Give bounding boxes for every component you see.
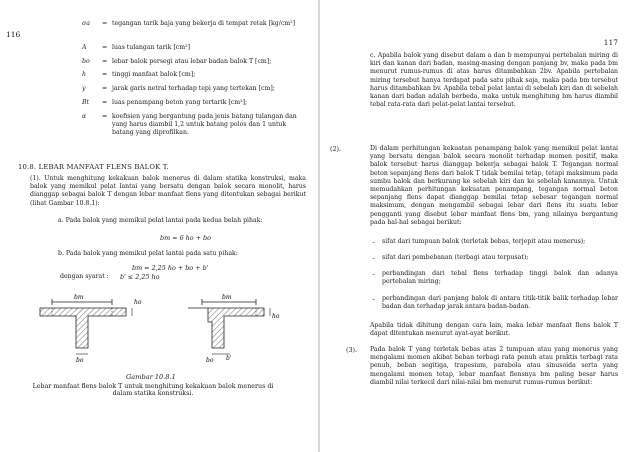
bullet-item: sifat dari tumpuan balok (terletak bebas, terjepit atau menerus); — [382, 238, 586, 245]
condition-label: dengan syarat : — [60, 273, 109, 280]
equals-sign: = — [102, 20, 108, 27]
t-beam-double-sided-diagram — [40, 299, 132, 354]
symbol: σa — [82, 20, 90, 27]
item-2-marker: (2). — [330, 145, 342, 153]
symbol: Bt — [82, 99, 90, 106]
bullet-item: sifat dari pembebanan (terbagi atau terpusat); — [382, 254, 529, 261]
fig-label-bm-left: bm — [74, 294, 84, 301]
symbol: bo — [82, 58, 90, 65]
symbol-description: luas tulangan tarik [cm²] — [112, 44, 190, 51]
t-beam-single-sided-diagram — [188, 299, 270, 354]
symbol-description: jarak garis netral terhadap tepi yang tertekan [cm]; — [112, 85, 275, 92]
symbol: A — [82, 44, 87, 51]
equals-sign: = — [102, 71, 108, 78]
item-3-paragraph: Pada balok T yang terletak bebas atas 2 tumpuan atau yang menerus yang mengalami momen akibat beban terbagi rata penuh atau praktis terbagi rata penuh, beban segitiga, trapesium, parabola atau sinusoida serta yang mengalami momen tetap, lebar manfaat flensnya bm paling besar harus diambil nilai terkecil dari nilai-nilai bm menurut rumus-rumus berikut: — [370, 346, 618, 386]
fig-label-bm-right: bm — [222, 294, 232, 301]
formula-b: bm = 2,25 ho + bo + b' — [132, 264, 209, 272]
fig-label-ho-left: ho — [134, 299, 142, 306]
equals-sign: = — [102, 113, 108, 120]
symbol-description: koefisien yang bergantung pada jenis batang tulangan dan yang harus diambil 1,2 untuk batang polos dan 1 untuk batang yang diprofilkan. — [112, 113, 297, 136]
item-a-text: a. Pada balok yang memikul pelat lantai pada kedua belah pihak: — [58, 217, 263, 224]
bullet-dash: – — [372, 254, 376, 262]
item-1-paragraph: (1). Untuk menghitung kekakuan balok menerus di dalam statika konstruksi, maka balok yang memikul pelat lantai yang bersatu dengan balok secara monolit, harus dianggap sebagai balok T dengan lebar manfaat flens yang ditentukan sebagai berikut (lihat Gambar 10.8.1): — [30, 175, 306, 207]
equals-sign: = — [102, 58, 108, 65]
section-heading: 10.8. LEBAR MANFAAT FLENS BALOK T. — [18, 163, 169, 171]
symbol: h — [82, 71, 86, 78]
equals-sign: = — [102, 99, 108, 106]
left-page — [0, 0, 318, 452]
bullet-item: perbandingan dari panjang balok di antara titik-titik balik terhadap lebar badan dan terhadap jarak antara badan-badan. — [382, 295, 618, 311]
equals-sign: = — [102, 85, 108, 92]
item-b-text: b. Pada balok yang memikul pelat lantai pada satu pihak: — [58, 250, 238, 257]
symbol: α — [82, 113, 87, 120]
symbol: y — [82, 85, 86, 92]
fig-label-bo-left: bo — [76, 357, 84, 364]
item-2-paragraph: Di dalam perhitungan kekuatan penampang balok yang memikul pelat lantai yang bersatu dengan balok secara monolit terhadap momen positif, maka balok tersebut harus dianggap bekerja sebagai balok T. Tegangan normal beton sepanjang flens dari balok T tidak bemilai tetap, tetapi maksimum pada sumbu balok dan berkurang ke sebelah kiri dan ke sebelah kanannya. Untuk memudahkan perhitungan kekuatan penampang, tegangan normal beton sepanjang flens dapat dianggap bemilai tetap sebesar tegangan normal maksimum, dengan mengambil sebagai lebar dari flens itu suatu lebar pengganti yang disebut lebar manfaat flens bm, yang nilainya bergantung pada hal-hal sebagai berikut: — [370, 145, 618, 226]
symbol-description: tinggi manfaat balok [cm]; — [112, 71, 196, 78]
symbol-description: lebar balok persegi atau lebar badan balok T [cm]; — [112, 58, 272, 65]
page-number-right: 117 — [603, 38, 618, 47]
formula-a: bm = 6 ho + bo — [160, 234, 211, 242]
fig-label-bprime: b' — [226, 355, 232, 362]
fig-label-bo-right: bo — [206, 357, 214, 364]
page-number-left: 116 — [6, 30, 21, 39]
right-page — [320, 0, 638, 452]
bullet-item: perbandingan dari tebal flens terhadap tinggi balok dan adanya pertebalan miring; — [382, 270, 618, 286]
figure-t-beam-sections — [30, 282, 300, 368]
bullet-dash: – — [372, 295, 376, 303]
after-bullets-paragraph: Apabila tidak dihitung dengan cara lain, maka lebar manfaat flens balok T dapat ditentukan menurut ayat-ayat berikut. — [370, 322, 618, 338]
bullet-dash: – — [372, 270, 376, 278]
figure-title: Gambar 10.8.1 — [126, 373, 176, 381]
figure-caption: Lebar manfaat flens balok T untuk menghitung kekakuan balok menerus di dalam statika konstruksi. — [32, 383, 274, 397]
symbol-description: luas penampang beton yang tertarik [cm²]; — [112, 99, 248, 106]
bullet-dash: – — [372, 238, 376, 246]
symbol-description: tegangan tarik baja yang bekerja di tempat retak [kg/cm²] — [112, 20, 296, 27]
item-3-marker: (3). — [346, 346, 358, 354]
condition-formula: b' ≤ 2,25 ho — [120, 273, 160, 281]
fig-label-ho-right: ho — [272, 313, 280, 320]
symbol-definition — [82, 20, 308, 36]
item-c-paragraph: c. Apabila balok yang disebut dalam a dan b mempunyai pertebalan miring di kiri dan kanan dari badan, masing-masing dengan panjang bv, maka pada bm menurut rumus-rumus di atas harus ditambahkan 2bv. Apabila pertebalan miring tersebut hanya terdapat pada satu pihak saja, maka pada bm tersebut harus ditambahkan bv. Apabila tebal pelat lantai di sebelah kiri dan di sebelah kanan dari badan adalah berbeda, maka untuk menghitung bm harus diambil tebal rata-rata dari pelat-pelat lantai tersebut. — [370, 52, 618, 109]
equals-sign: = — [102, 44, 108, 51]
